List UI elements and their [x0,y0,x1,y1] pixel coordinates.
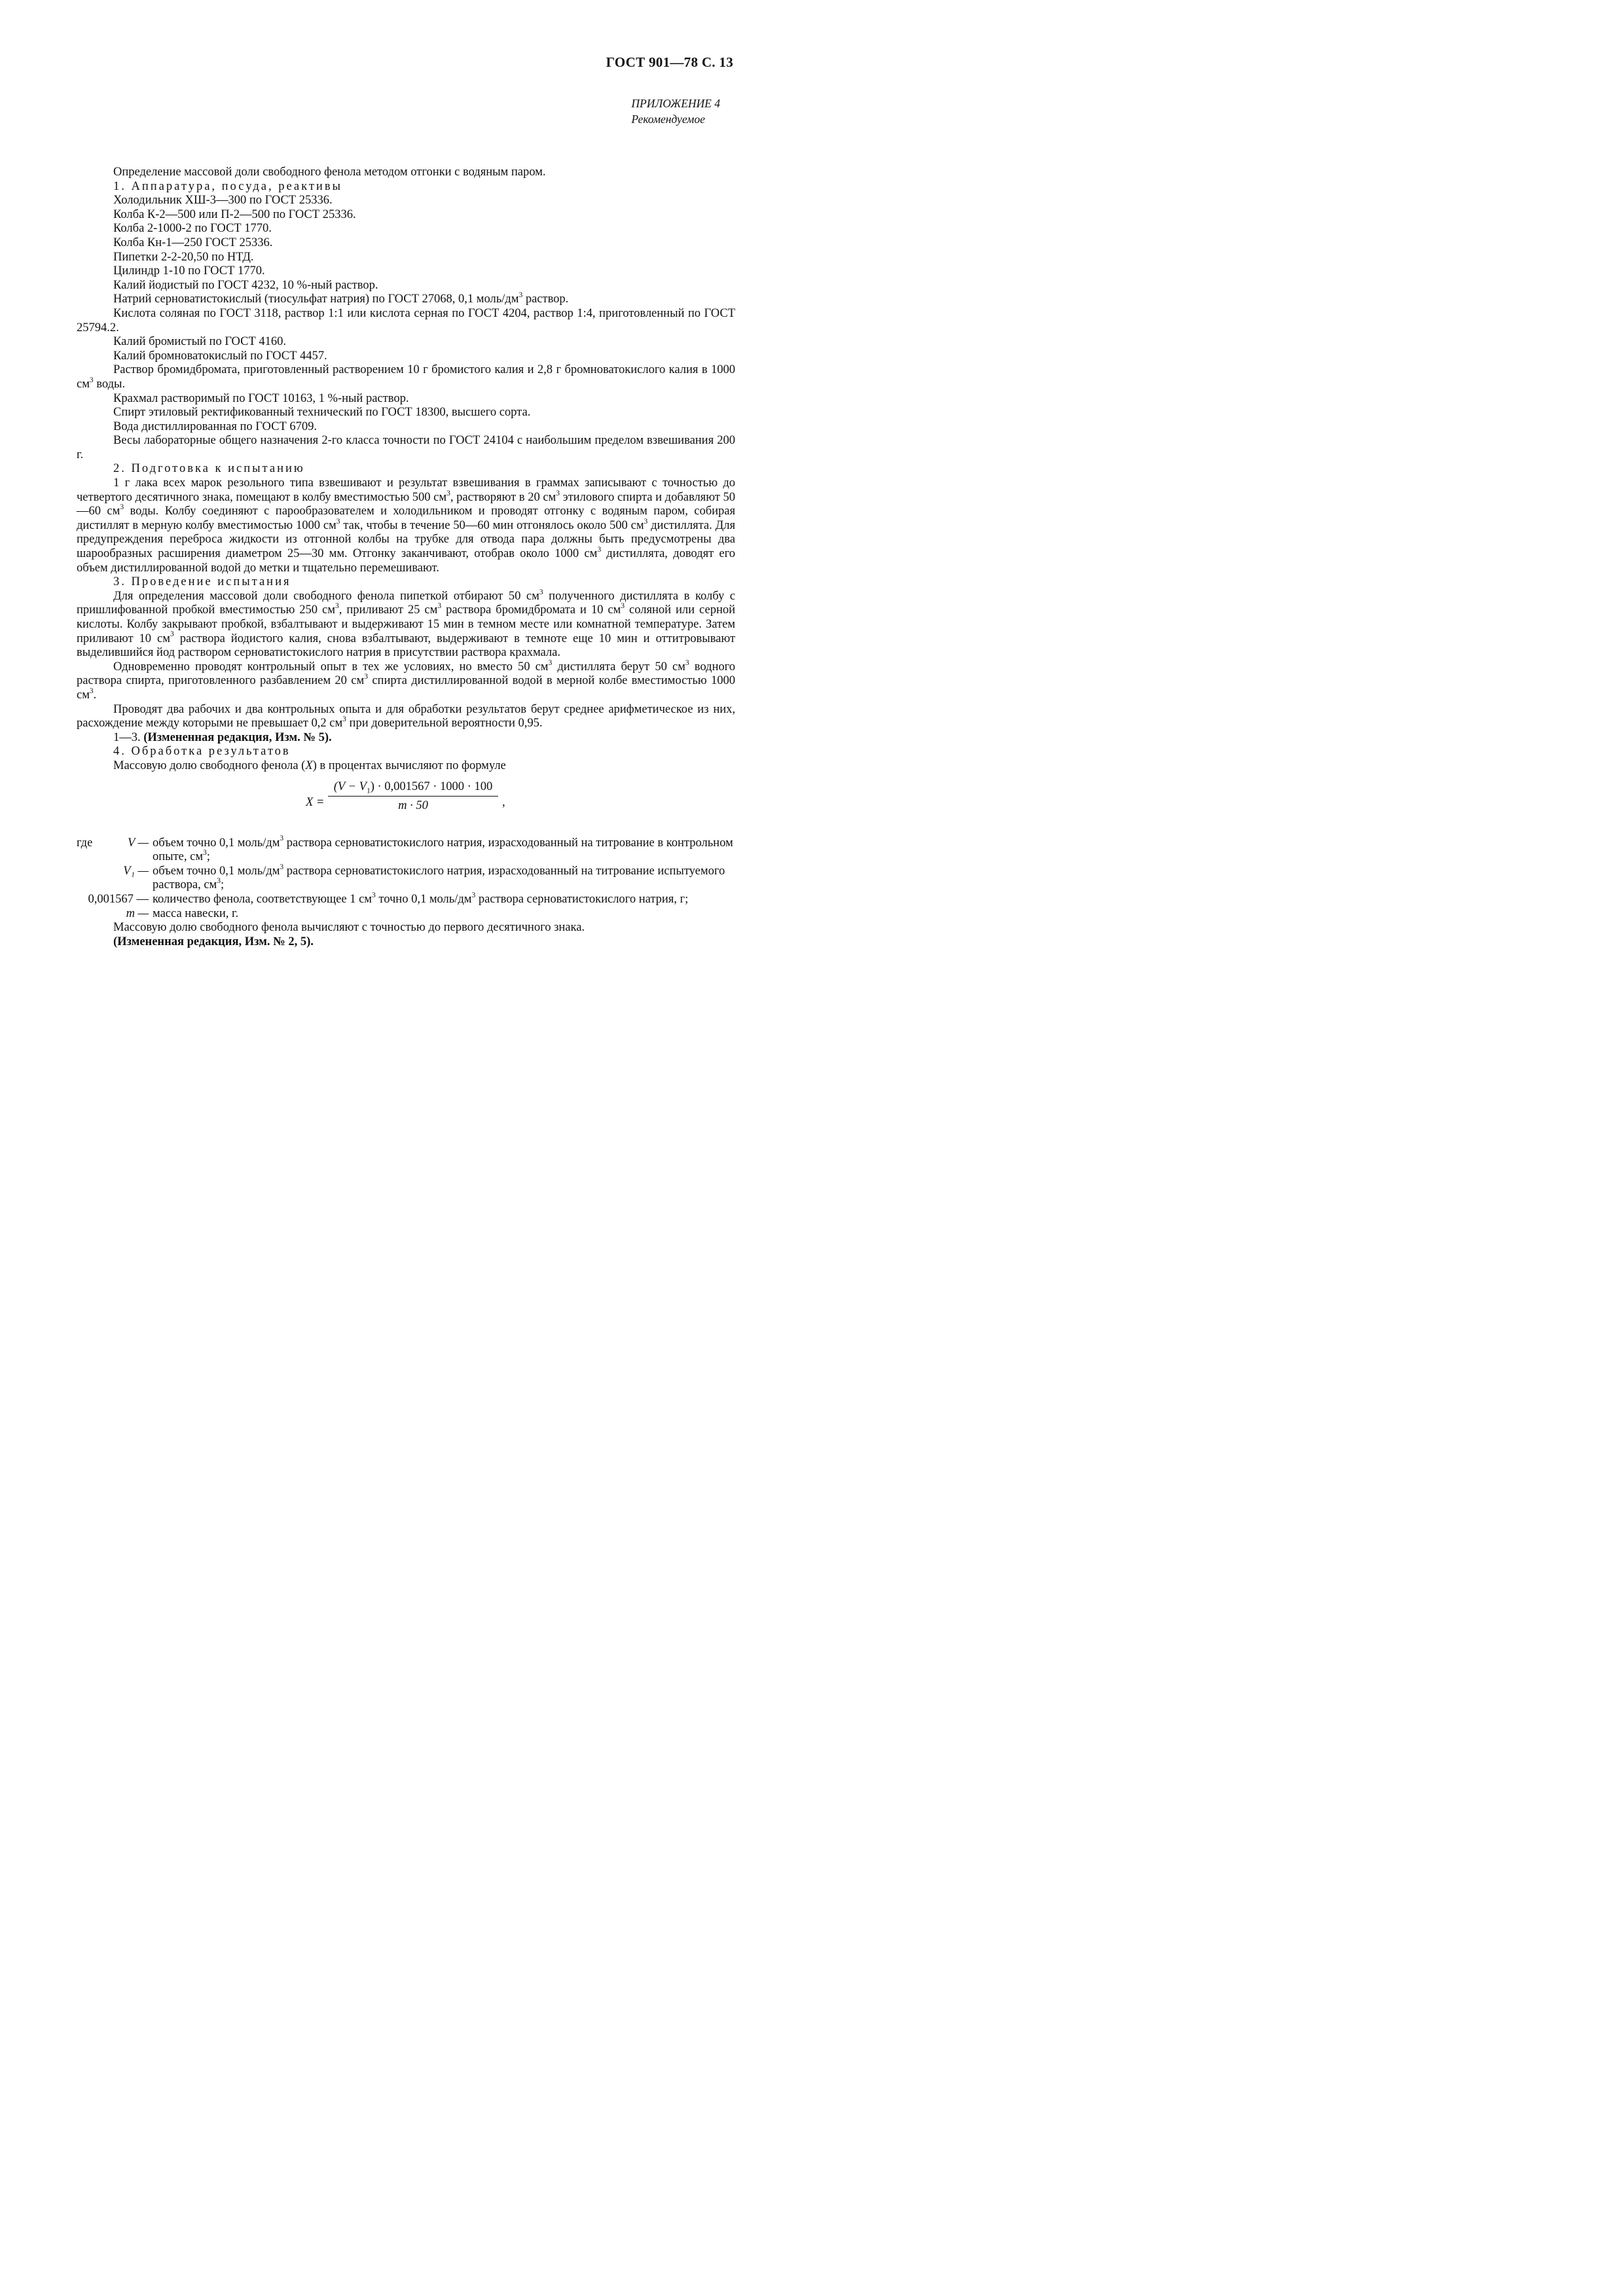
section-3-paragraph-2: Одновременно проводят контрольный опыт в тех же условиях, но вместо 50 $см^3$ дистиллята берут 50 $см^3$ водного раствора спирта, приготовленного разбавлением 20 $см^3$ спирта дистиллированной водой в мерной колбе вместимостью 1000 $см^3$. [77,658,736,702]
definition-v: V — объем точно 0,1 моль/$дм^3$ раствора серноватистокислого натрия, израсходованный на титрование в контрольном опыте, $см^3$; [127,834,733,864]
list-item: Пипетки 2-2-20,50 по НТД. [113,250,254,264]
list-item: Вода дистиллированная по ГОСТ 6709. [113,420,318,433]
formula-denominator: m · 50 [398,798,428,812]
document-page [0,0,812,1148]
formula [77,780,735,829]
appendix-title: ПРИЛОЖЕНИЕ 4 [631,97,720,110]
amendment-note: 1—3. (Измененная редакция, Изм. № 5). [113,730,332,744]
appendix-label [631,96,720,127]
list-item: Калий бромноватокислый по ГОСТ 4457. [113,349,327,363]
list-item: Калий йодистый по ГОСТ 4232, 10 %-ный раствор. [113,278,378,292]
variable-definitions [77,836,735,922]
definition-coefficient: 0,001567 — количество фенола, соответствующее 1 $см^3$ точно 0,1 моль/$дм^3$ раствора серноватистокислого натрия, г; [88,891,689,906]
formula-fraction [328,780,498,813]
document-body [77,166,735,949]
intro-paragraph: Определение массовой доли свободного фенола методом отгонки с водяным паром. [113,166,546,179]
appendix-note: Рекомендуемое [631,113,705,126]
formula-intro: Массовую долю свободного фенола (X) в процентах вычисляют по формуле [113,759,506,772]
list-item: Колба Кн-1—250 ГОСТ 25336. [113,236,273,249]
final-amendment-note: (Измененная редакция, Изм. № 2, 5). [113,935,314,948]
list-item: Крахмал растворимый по ГОСТ 10163, 1 %-ный раствор. [113,391,409,405]
section-3-paragraph-3: Проводят два рабочих и два контрольных опыта и для обработки результатов берут среднее арифметическое из них, расхождение между которыми не превышает 0,2 $см^3$ при доверительной вероятности 0,95. [77,702,735,730]
final-paragraph: Массовую долю свободного фенола вычисляют с точностью до первого десятичного знака. [113,921,585,935]
section-3-paragraph-1: Для определения массовой доли свободного фенола пипеткой отбирают 50 $см^3$ полученного дистиллята в колбу с пришлифованной пробкой вместимостью 250 $см^3$, приливают 25 $см^3$ раствора бромидброматa и 10 $см^3$ соляной или серной кислоты. Колбу закрывают пробкой, взбалтывают и выдерживают 15 мин в темном месте или комнатной температуре. Затем приливают 10 $см^3$ раствора йодистого калия, снова взбалтывают, выдерживают в темноте еще 10 мин и оттитровывают выделившийся йод раствором серноватистокислого натрия в присутствии раствора крахмала. [77,588,735,660]
list-item: Калий бромистый по ГОСТ 4160. [113,335,287,349]
list-item-thiosulfate: Натрий серноватистокислый (тиосульфат натрия) по ГОСТ 27068, 0,1 моль/$дм^3$ раствор. [113,291,569,306]
list-item: Колба К-2—500 или П-2—500 по ГОСТ 25336. [113,207,356,221]
list-item: Весы лабораторные общего назначения 2-го класса точности по ГОСТ 24104 с наибольшим пределом взвешивания 200 г. [77,434,735,461]
list-item-bromate: Раствор бромидброматa, приготовленный растворением 10 г бромистого калия и 2,8 г бромноватокислого калия в 1000 $см^3$ воды. [77,363,735,391]
formula-numerator: $(V - V_1) \cdot 0,001567 \cdot 1000 \cdot 100$ [328,780,498,797]
list-item: Колба 2-1000-2 по ГОСТ 1770. [113,222,272,236]
section-3-heading: 3. Проведение испытания [113,575,291,589]
list-item: Цилиндр 1-10 по ГОСТ 1770. [113,264,265,278]
page-header: ГОСТ 901—78 С. 13 [606,54,733,70]
section-4-heading: 4. Обработка результатов [113,745,291,759]
list-item-acid: Кислота соляная по ГОСТ 3118, раствор 1:1 или кислота серная по ГОСТ 4204, раствор 1:4, приготовленный по ГОСТ 25794.2. [77,306,735,334]
formula-comma: , [502,795,505,809]
definition-v1: V₁ — объем точно 0,1 моль/$дм^3$ раствора серноватистокислого натрия, израсходованный на титрование испытуемого раствора, $см^3$; [123,863,725,892]
section-2-heading: 2. Подготовка к испытанию [113,462,305,476]
section-1-heading: 1. Аппаратура, посуда, реактивы [113,179,342,193]
formula-lhs: X = [306,795,325,809]
list-item: Спирт этиловый ректификованный технический по ГОСТ 18300, высшего сорта. [113,406,531,420]
definition-m: m — масса навески, г. [126,906,239,920]
where-label: где [77,836,93,850]
section-2-paragraph: 1 г лака всех марок резольного типа взвешивают и результат взвешивания в граммах записывают с точностью до четвертого десятичного знака, помещают в колбу вместимостью 500 $см^3$, растворяют в 20 $см^3$ этилового спирта и добавляют 50—60 $см^3$ воды. Колбу соединяют с парообразователем и холодильником и проводят отгонку с водяным паром, собирая дистиллят в мерную колбу вместимостью 1000 $см^3$ так, чтобы в течение 50—60 мин отгонялось около 500 $см^3$ дистиллята. Для предупреждения переброса жидкости из отгонной колбы на трубке для отвода пара должны быть предусмотрены два шарообразных расширения диаметром 25—30 мм. Отгонку заканчивают, отобрав около 1000 $см^3$ дистиллята, доводят его объем дистиллированной водой до метки и тщательно перемешивают. [77,476,736,575]
list-item: Холодильник ХШ-3—300 по ГОСТ 25336. [113,194,333,207]
